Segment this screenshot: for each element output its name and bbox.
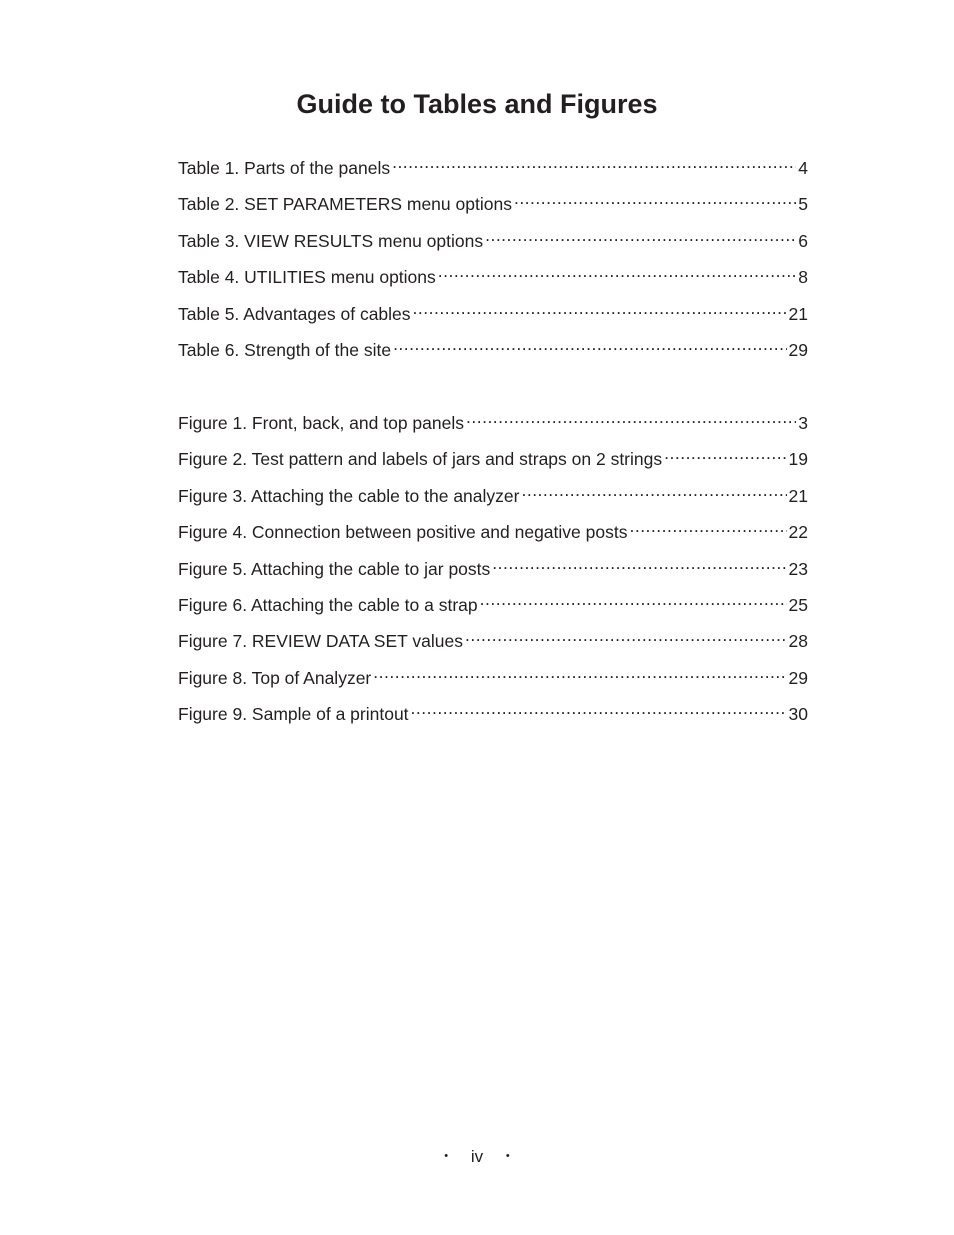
toc-entry-page: 21: [788, 485, 808, 506]
toc-entry-table-5[interactable]: [178, 301, 808, 337]
toc-entry-table-3[interactable]: [178, 228, 808, 264]
toc-entry-page: 29: [788, 667, 808, 688]
toc-entry-page: 3: [798, 413, 808, 433]
toc-entry-label: Table 1. Parts of the panels: [178, 158, 391, 178]
toc-entry-label: Figure 2. Test pattern and labels of jars and straps on 2 strings: [178, 449, 663, 470]
toc-entry-label: Table 5. Advantages of cables: [178, 303, 411, 324]
dot-leader: [411, 703, 787, 721]
toc-entry-page: 30: [788, 704, 808, 725]
toc-entry-figure-2[interactable]: [178, 446, 808, 482]
bullet-icon: •: [444, 1150, 449, 1162]
toc-entry-page: 28: [788, 631, 808, 652]
dot-leader: [629, 521, 786, 539]
dot-leader: [521, 484, 786, 502]
dot-leader: [465, 630, 787, 648]
toc-entry-table-6[interactable]: [178, 337, 808, 373]
dot-leader: [373, 666, 786, 684]
toc-entry-figure-1[interactable]: [178, 410, 808, 446]
page-number: iv: [470, 1147, 484, 1166]
toc-entry-label: Table 4. UTILITIES menu options: [178, 267, 436, 288]
toc-entry-figure-4[interactable]: [178, 519, 808, 555]
toc-entry-page: 22: [788, 522, 808, 543]
toc-entry-page: 6: [798, 230, 808, 251]
toc-entry-page: 4: [798, 158, 808, 178]
toc-entry-label: Figure 5. Attaching the cable to jar posts: [178, 558, 491, 579]
toc-entry-figure-5[interactable]: [178, 556, 808, 592]
toc-entry-label: Figure 1. Front, back, and top panels: [178, 413, 464, 433]
toc-entry-figure-3[interactable]: [178, 483, 808, 519]
dot-leader: [664, 448, 786, 466]
bullet-icon: •: [505, 1150, 510, 1162]
toc-entry-label: Figure 7. REVIEW DATA SET values: [178, 631, 463, 652]
toc-entry-page: 23: [788, 558, 808, 579]
toc-entry-page: 29: [788, 339, 808, 360]
toc-entry-page: 5: [798, 194, 808, 215]
toc-entry-figure-6[interactable]: [178, 592, 808, 628]
dot-leader: [392, 157, 796, 175]
toc-entry-label: Table 2. SET PARAMETERS menu options: [178, 194, 512, 215]
toc-entry-label: Figure 9. Sample of a printout: [178, 704, 409, 725]
toc-entry-figure-9[interactable]: [178, 701, 808, 737]
toc-entry-page: 19: [788, 449, 808, 470]
toc-entry-page: 8: [798, 267, 808, 288]
dot-leader: [413, 302, 787, 320]
toc-entry-page: 25: [788, 594, 808, 615]
toc-entry-label: Figure 4. Connection between positive and negative posts: [178, 522, 628, 543]
toc-entry-label: Table 6. Strength of the site: [178, 339, 392, 360]
dot-leader: [438, 266, 796, 284]
toc-entry-label: Table 3. VIEW RESULTS menu options: [178, 230, 484, 251]
tables-list: [178, 155, 808, 373]
dot-leader: [514, 193, 796, 211]
toc-entry-table-4[interactable]: [178, 264, 808, 300]
dot-leader: [485, 229, 796, 247]
toc-entry-label: Figure 6. Attaching the cable to a strap: [178, 594, 478, 615]
toc-entry-page: 21: [788, 303, 808, 324]
dot-leader: [393, 338, 786, 356]
dot-leader: [492, 557, 786, 575]
dot-leader: [466, 412, 796, 430]
page-footer: [0, 1144, 954, 1169]
toc-entry-label: Figure 3. Attaching the cable to the analyzer: [178, 485, 520, 506]
page-title: Guide to Tables and Figures: [296, 89, 658, 119]
figures-list: [178, 410, 808, 738]
dot-leader: [480, 593, 787, 611]
toc-entry-figure-7[interactable]: [178, 628, 808, 664]
toc-entry-figure-8[interactable]: [178, 665, 808, 701]
toc-entry-label: Figure 8. Top of Analyzer: [178, 667, 372, 688]
toc-entry-table-2[interactable]: [178, 191, 808, 227]
toc-entry-table-1[interactable]: [178, 155, 808, 191]
